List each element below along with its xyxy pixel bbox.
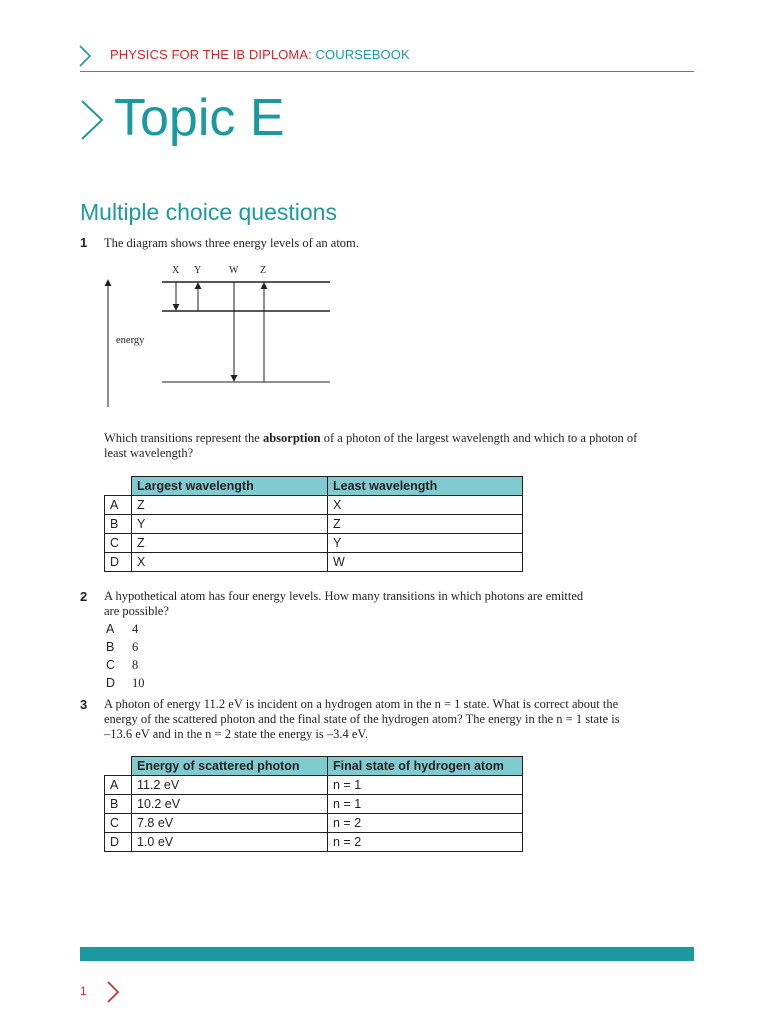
table-row: A 11.2 eV n = 1 — [105, 776, 523, 795]
header-chevron-icon — [78, 44, 92, 68]
option-value: 10 — [132, 676, 145, 690]
option-letter: D — [106, 676, 116, 690]
prompt-emphasis: absorption — [262, 431, 321, 445]
question-number-1: 1 — [80, 235, 88, 250]
question-1-table — [104, 476, 523, 572]
option-value: 6 — [132, 640, 139, 654]
transition-label-w: W — [229, 265, 239, 276]
energy-axis-label: energy — [116, 335, 145, 346]
question-number-3: 3 — [80, 697, 88, 712]
table-header: Final state of hydrogen atom — [328, 757, 523, 776]
table-row: C 7.8 eV n = 2 — [105, 814, 523, 833]
table-row: A Z X — [105, 496, 523, 515]
table-header: Largest wavelength — [132, 477, 328, 496]
footer-chevron-icon — [106, 980, 120, 1004]
question-3-table — [104, 756, 523, 852]
table-row: B Y Z — [105, 515, 523, 534]
title-chevron-icon — [79, 98, 105, 142]
table-header: Energy of scattered photon — [132, 757, 328, 776]
question-number-2: 2 — [80, 589, 88, 604]
option-letter: B — [106, 640, 115, 654]
option-value: 4 — [132, 622, 139, 636]
table-row: B 10.2 eV n = 1 — [105, 795, 523, 814]
option-letter: C — [106, 658, 116, 672]
table-row: D 1.0 eV n = 2 — [105, 833, 523, 852]
transition-label-y: Y — [194, 265, 202, 276]
table-row: C Z Y — [105, 534, 523, 553]
question-2-text: A hypothetical atom has four energy levels. How many transitions in which photons are emitted are possible? — [104, 589, 584, 618]
footer-bar — [80, 947, 694, 961]
question-3-text: A photon of energy 11.2 eV is incident on a hydrogen atom in the n = 1 state. What is correct about the energy of the scattered photon and the final state of the hydrogen atom? The energy in the n = 1 state is –13.6 eV and in the n = 2 state the energy is –3.4 eV. — [104, 697, 620, 741]
option-value: 8 — [132, 658, 139, 672]
transition-label-z: Z — [260, 265, 267, 276]
table-row: D X W — [105, 553, 523, 572]
page-number: 1 — [80, 984, 87, 998]
running-header — [110, 47, 410, 62]
page-title: Topic E — [114, 89, 285, 147]
header-rule — [80, 71, 694, 72]
header-book-type: COURSEBOOK — [315, 47, 410, 62]
header-book-title: PHYSICS FOR THE IB DIPLOMA: — [110, 47, 316, 62]
option-letter: A — [106, 622, 115, 636]
question-1-prompt: Which transitions represent the absorption of a photon of the largest wavelength and which to a photon of least wavelength? — [104, 431, 638, 460]
transition-label-x: X — [172, 265, 180, 276]
table-header: Least wavelength — [328, 477, 523, 496]
question-1-text: The diagram shows three energy levels of an atom. — [104, 236, 359, 250]
section-heading: Multiple choice questions — [80, 199, 337, 225]
